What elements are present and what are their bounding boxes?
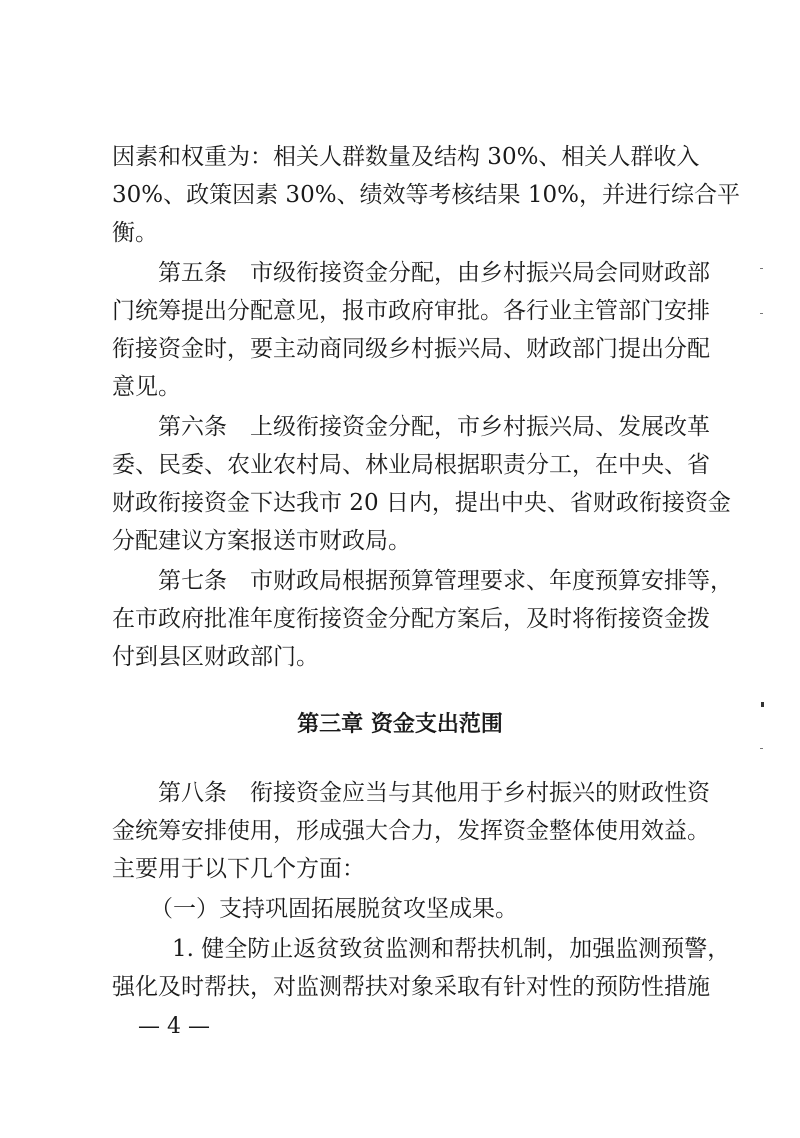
page-number: — 4 — (138, 1014, 210, 1039)
text-line: 意见。 (112, 374, 181, 400)
item-1-first-line: 1. 健全防止返贫致贫监测和帮扶机制，加强监测预警， (172, 936, 731, 962)
text-line: 主要用于以下几个方面： (112, 856, 365, 882)
text-line: 强化及时帮扶，对监测帮扶对象采取有针对性的预防性措施 (112, 974, 710, 1000)
scan-mark (760, 748, 763, 749)
item-heading: （一）支持巩固拓展脱贫攻坚成果。 (150, 896, 518, 922)
text-line: 30%、政策因素 30%、绩效等考核结果 10%，并进行综合平 (112, 182, 740, 208)
article-5-first-line: 第五条 市级衔接资金分配，由乡村振兴局会同财政部 (158, 260, 710, 286)
article-7-first-line: 第七条 市财政局根据预算管理要求、年度预算安排等， (158, 568, 733, 594)
chapter-heading: 第三章 资金支出范围 (297, 712, 503, 737)
text-line: 财政衔接资金下达我市 20 日内，提出中央、省财政衔接资金 (112, 490, 731, 516)
text-line: 委、民委、农业农村局、林业局根据职责分工，在中央、省 (112, 452, 710, 478)
scan-mark (761, 702, 764, 707)
text-line: 因素和权重为：相关人群数量及结构 30%、相关人群收入 (112, 144, 700, 170)
text-line: 在市政府批准年度衔接资金分配方案后，及时将衔接资金拨 (112, 606, 710, 632)
text-line: 门统筹提出分配意见，报市政府审批。各行业主管部门安排 (112, 298, 710, 324)
article-8-first-line: 第八条 衔接资金应当与其他用于乡村振兴的财政性资 (158, 780, 710, 806)
scan-mark (760, 268, 763, 269)
text-line: 付到县区财政部门。 (112, 644, 319, 670)
text-line: 分配建议方案报送市财政局。 (112, 528, 411, 554)
scan-mark (760, 313, 763, 314)
text-line: 金统筹安排使用，形成强大合力，发挥资金整体使用效益。 (112, 818, 710, 844)
article-6-first-line: 第六条 上级衔接资金分配，市乡村振兴局、发展改革 (158, 414, 710, 440)
text-line: 衡。 (112, 220, 158, 246)
text-line: 衔接资金时，要主动商同级乡村振兴局、财政部门提出分配 (112, 336, 710, 362)
